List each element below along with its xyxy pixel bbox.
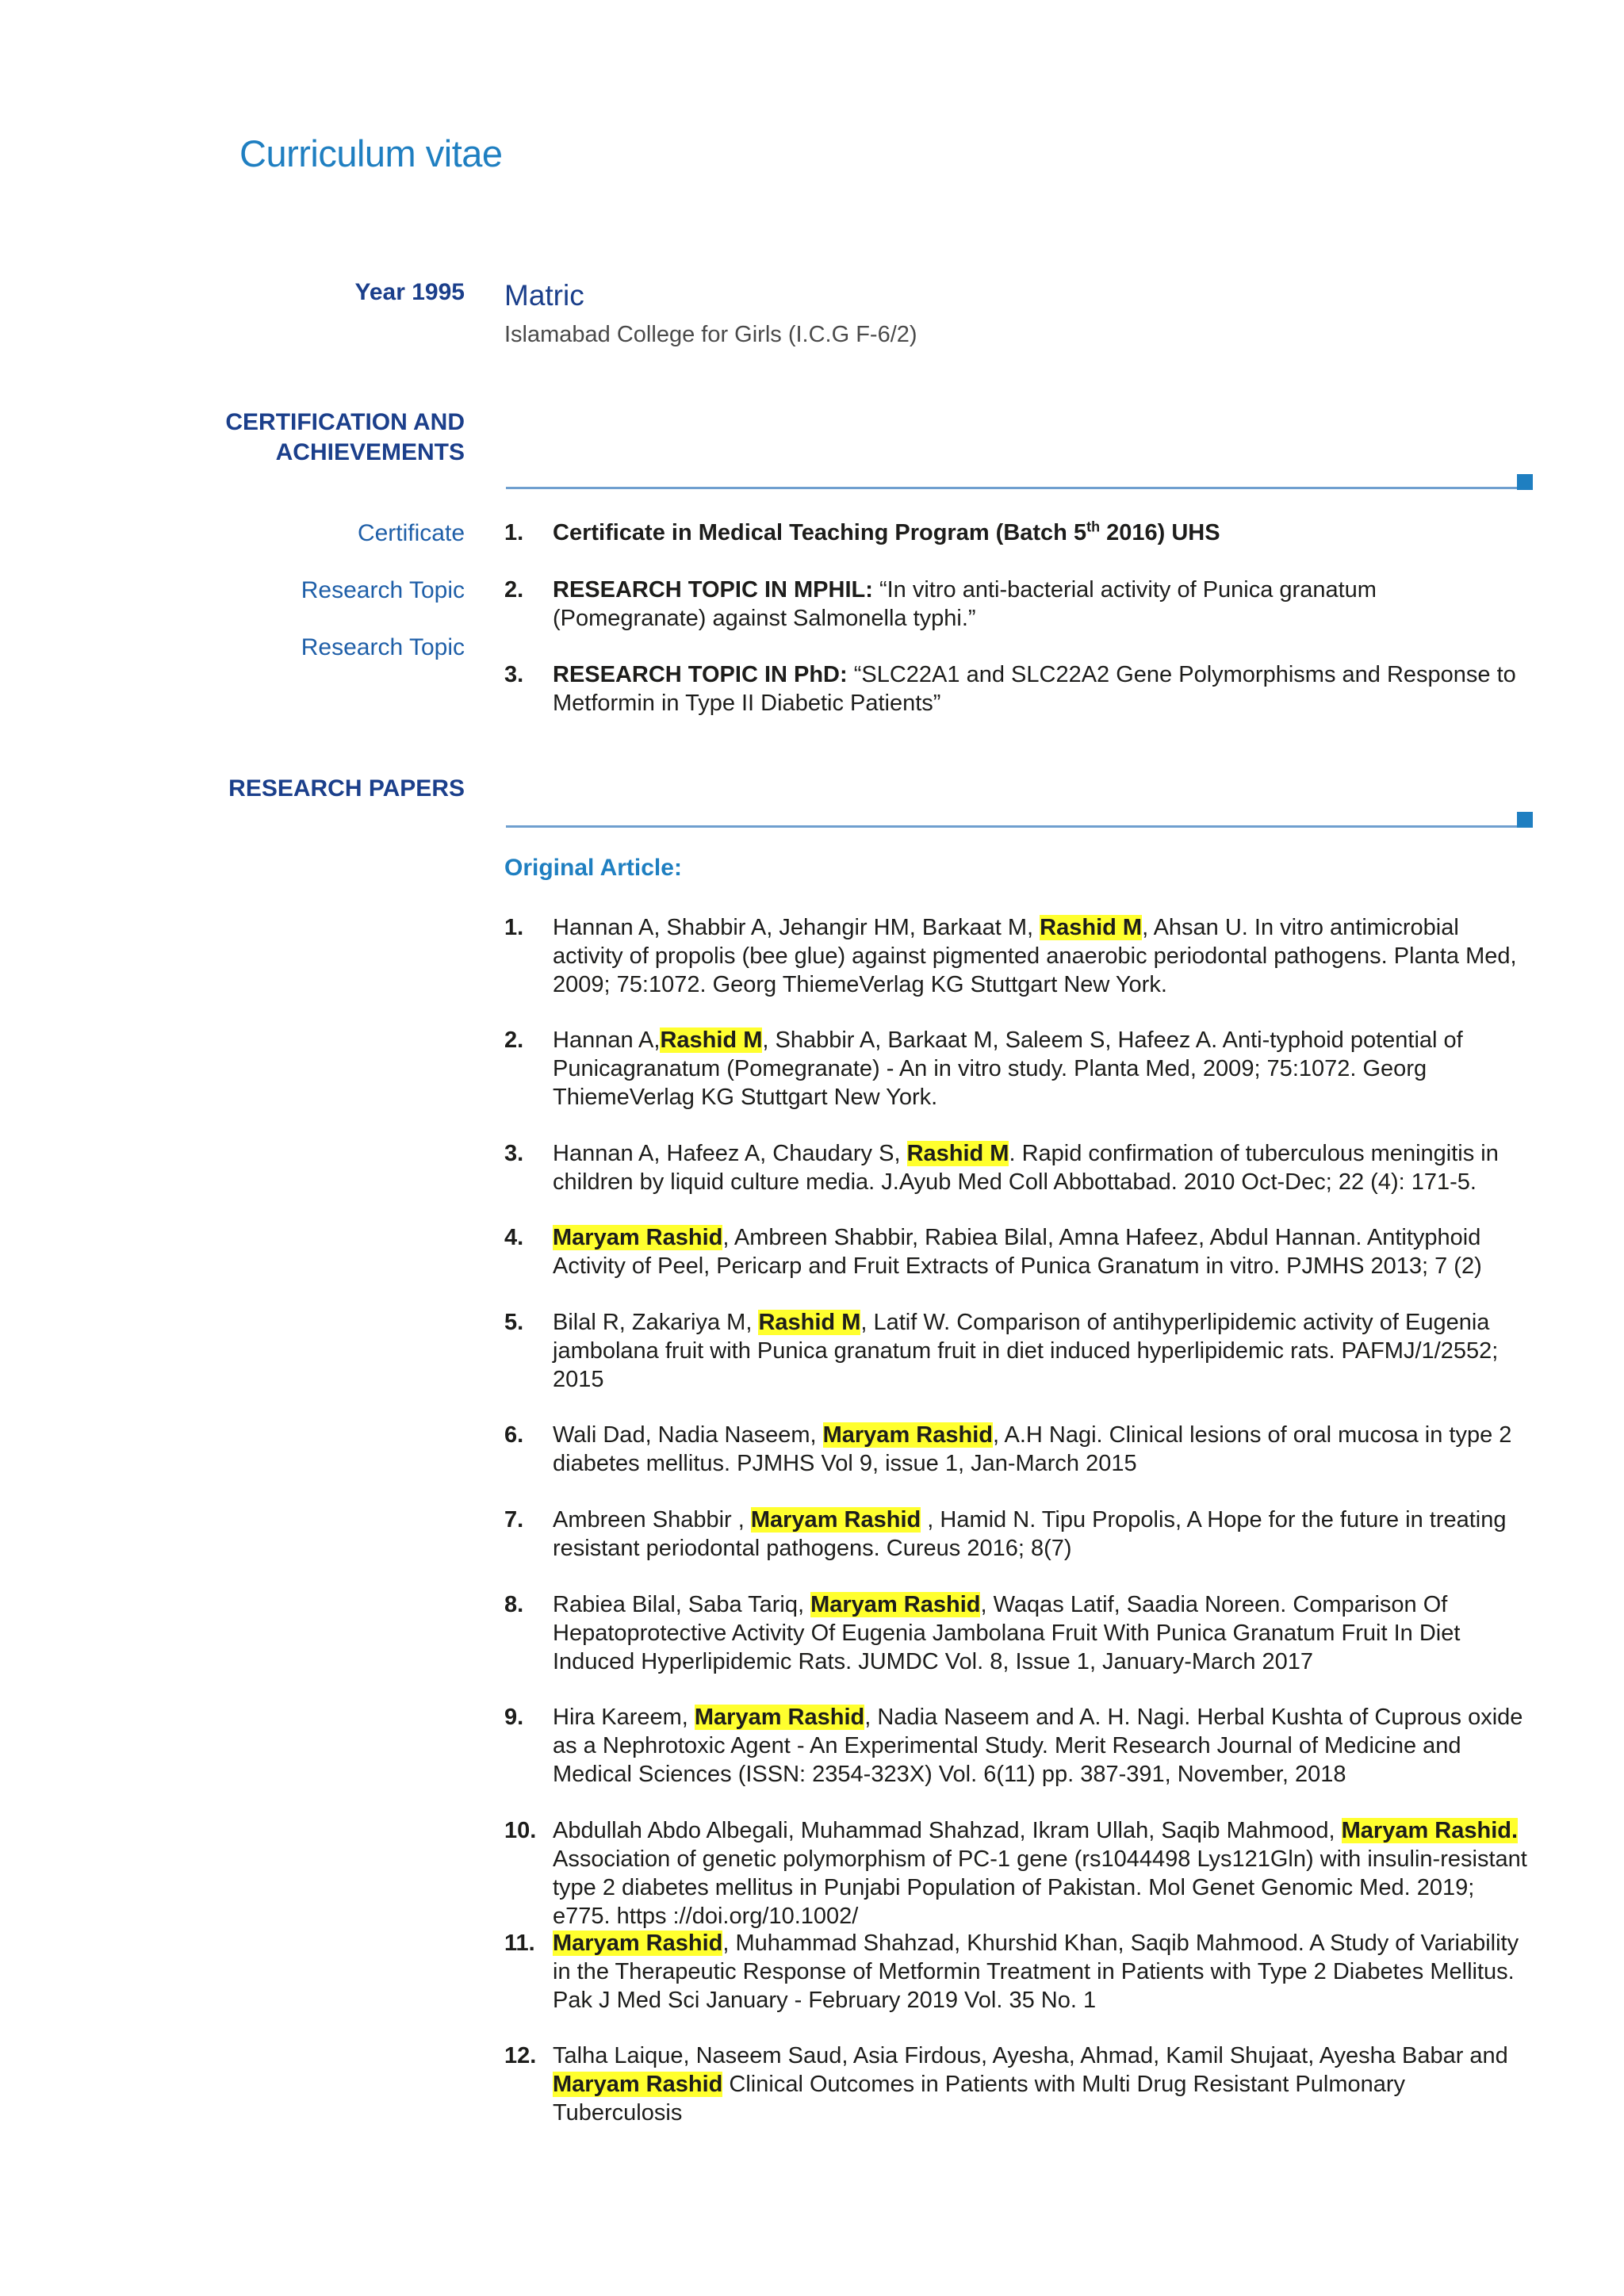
highlighted-author: Maryam Rashid xyxy=(553,1931,723,1956)
citation-rest: . Rapid confirmation of tuberculous meningitis in children by liquid culture media. J.Ayub Med Coll Abbottabad. 2010 Oct-Dec; 22 (4): 171-5. xyxy=(553,1141,1499,1195)
superscript: th xyxy=(1086,519,1101,535)
highlighted-author: Maryam Rashid. xyxy=(1341,1818,1519,1843)
item-number: 6. xyxy=(504,1422,524,1448)
research-paper-item xyxy=(504,1223,1535,1280)
research-paper-item xyxy=(504,1929,1535,2015)
paper-citation xyxy=(553,1026,1535,1112)
item-text: 2016) UHS xyxy=(1100,520,1220,545)
highlighted-author: Maryam Rashid xyxy=(750,1507,921,1533)
label-certificate: Certificate xyxy=(357,520,465,546)
item-number: 3. xyxy=(504,662,524,687)
research-paper-item xyxy=(504,1703,1535,1789)
item-number: 2. xyxy=(504,1027,524,1053)
item-text: “In vitro anti-bacterial activity of Punica granatum (Pomegranate) against Salmonella typhi.” xyxy=(553,577,1377,631)
paper-citation xyxy=(553,1308,1535,1394)
label-research-topic: Research Topic xyxy=(301,634,465,660)
research-paper-item xyxy=(504,913,1535,999)
citation-rest: , Shabbir A, Barkaat M, Saleem S, Hafeez A. Anti-typhoid potential of Punicagranatum (Pomegranate) - An in vitro study. Planta Med, 2009; 75:1072. Georg ThiemeVerlag KG Stuttgart New York. xyxy=(553,1027,1463,1110)
citation-authors-before: Wali Dad, Nadia Naseem, xyxy=(553,1422,823,1448)
highlighted-author: Maryam Rashid xyxy=(694,1705,865,1730)
certification-heading xyxy=(225,408,465,468)
paper-citation xyxy=(553,1223,1535,1280)
citation-authors-before: Hira Kareem, xyxy=(553,1705,695,1730)
certification-item xyxy=(504,660,1535,718)
item-text: “SLC22A1 and SLC22A2 Gene Polymorphisms and Response to Metformin in Type II Diabetic Patients” xyxy=(553,662,1516,716)
item-number: 3. xyxy=(504,1141,524,1166)
highlighted-author: Maryam Rashid xyxy=(822,1422,993,1448)
citation-authors-before: Talha Laique, Naseem Saud, Asia Firdous, Ayesha, Ahmad, Kamil Shujaat, Ayesha Babar and xyxy=(553,2043,1508,2068)
citation-rest: , Waqas Latif, Saadia Noreen. Comparison Of Hepatoprotective Activity Of Eugenia Jambolana Fruit With Punica Granatum Fruit In Diet Induced Hyperlipidemic Rats. JUMDC Vol. 8, Issue 1, January-March 2017 xyxy=(553,1592,1461,1674)
citation-authors-before: Hannan A, Shabbir A, Jehangir HM, Barkaat M, xyxy=(553,915,1040,940)
label-research-topic: Research Topic xyxy=(301,577,465,603)
section-divider xyxy=(506,825,1518,828)
paper-citation xyxy=(553,1590,1535,1676)
citation-rest: , Hamid N. Tipu Propolis, A Hope for the future in treating resistant periodontal pathogens. Cureus 2016; 8(7) xyxy=(553,1507,1507,1561)
paper-citation xyxy=(553,1421,1535,1478)
citation-rest: , Ahsan U. In vitro antimicrobial activity of propolis (bee glue) against pigmented anaerobic periodontal pathogens. Planta Med, 2009; 75:1072. Georg ThiemeVerlag KG Stuttgart New York. xyxy=(553,915,1517,997)
citation-rest: , Nadia Naseem and A. H. Nagi. Herbal Kushta of Cuprous oxide as a Nephrotoxic Agent - An Experimental Study. Merit Research Journal of Medicine and Medical Sciences (ISSN: 2354-323X) Vol. 6(11) pp. 387-391, November, 2018 xyxy=(553,1705,1523,1787)
certification-heading-line1: CERTIFICATION AND xyxy=(225,409,465,435)
item-lead: RESEARCH TOPIC IN PhD: xyxy=(553,662,848,687)
item-number: 7. xyxy=(504,1507,524,1533)
divider-marker xyxy=(1517,812,1533,828)
research-paper-item xyxy=(504,1506,1535,1563)
item-number: 8. xyxy=(504,1592,524,1617)
item-number: 1. xyxy=(504,915,524,940)
research-heading: RESEARCH PAPERS xyxy=(228,775,465,802)
paper-citation xyxy=(553,1816,1535,1931)
highlighted-author: Rashid M xyxy=(906,1141,1009,1166)
research-paper-item xyxy=(504,1139,1535,1196)
item-number: 2. xyxy=(504,577,524,603)
item-number: 12. xyxy=(504,2043,537,2068)
education-year: Year 1995 xyxy=(354,279,465,305)
highlighted-author: Maryam Rashid xyxy=(553,2072,723,2097)
original-article-subheading: Original Article: xyxy=(504,855,682,881)
citation-authors-before: Bilal R, Zakariya M, xyxy=(553,1310,759,1335)
citation-rest: , A.H Nagi. Clinical lesions of oral mucosa in type 2 diabetes mellitus. PJMHS Vol 9, issue 1, Jan-March 2015 xyxy=(553,1422,1512,1476)
citation-rest: , Muhammad Shahzad, Khurshid Khan, Saqib Mahmood. A Study of Variability in the Therapeutic Response of Metformin Treatment in Patients with Type 2 Diabetes Mellitus. Pak J Med Sci January - February 2019 Vol. 35 No. 1 xyxy=(553,1931,1519,2013)
paper-citation xyxy=(553,1139,1535,1196)
research-paper-item xyxy=(504,2042,1535,2127)
paper-citation xyxy=(553,2042,1535,2127)
section-divider xyxy=(506,487,1518,489)
paper-citation xyxy=(553,913,1535,999)
item-number: 9. xyxy=(504,1705,524,1730)
page-title: Curriculum vitae xyxy=(239,132,503,174)
research-paper-item xyxy=(504,1308,1535,1394)
item-number: 4. xyxy=(504,1225,524,1250)
research-paper-item xyxy=(504,1816,1535,1931)
paper-citation xyxy=(553,1703,1535,1789)
highlighted-author: Maryam Rashid xyxy=(553,1225,723,1250)
certification-heading-line2: ACHIEVEMENTS xyxy=(275,439,465,465)
citation-rest: Association of genetic polymorphism of PC-1 gene (rs1044498 Lys121Gln) with insulin-resistant type 2 diabetes mellitus in Punjabi Population of Pakistan. Mol Genet Genomic Med. 2019; e775. https ://doi.org/10.1002/ xyxy=(553,1846,1527,1929)
research-paper-item xyxy=(504,1421,1535,1478)
citation-rest: , Latif W. Comparison of antihyperlipidemic activity of Eugenia jambolana fruit with Punica granatum fruit in diet induced hyperlipidemic rats. PAFMJ/1/2552; 2015 xyxy=(553,1310,1499,1392)
citation-authors-before: Abdullah Abdo Albegali, Muhammad Shahzad, Ikram Ullah, Saqib Mahmood, xyxy=(553,1818,1342,1843)
paper-citation xyxy=(553,1929,1535,2015)
highlighted-author: Rashid M xyxy=(660,1027,763,1053)
paper-citation xyxy=(553,1506,1535,1563)
item-text: Certificate in Medical Teaching Program (Batch 5 xyxy=(553,520,1087,545)
citation-authors-before: Hannan A, Hafeez A, Chaudary S, xyxy=(553,1141,907,1166)
item-number: 11. xyxy=(504,1931,535,1956)
education-degree: Matric xyxy=(504,279,584,312)
citation-authors-before: Rabiea Bilal, Saba Tariq, xyxy=(553,1592,811,1617)
citation-authors-before: Ambreen Shabbir , xyxy=(553,1507,751,1533)
citation-rest: , Ambreen Shabbir, Rabiea Bilal, Amna Hafeez, Abdul Hannan. Antityphoid Activity of Peel, Pericarp and Fruit Extracts of Punica Granatum in vitro. PJMHS 2013; 7 (2) xyxy=(553,1225,1482,1279)
highlighted-author: Rashid M xyxy=(758,1310,861,1335)
highlighted-author: Rashid M xyxy=(1040,915,1143,940)
item-number: 5. xyxy=(504,1310,524,1335)
certification-item xyxy=(504,576,1535,633)
item-lead: RESEARCH TOPIC IN MPHIL: xyxy=(553,577,873,603)
research-paper-item xyxy=(504,1026,1535,1112)
education-institution: Islamabad College for Girls (I.C.G F-6/2) xyxy=(504,322,917,347)
citation-authors-before: Hannan A, xyxy=(553,1027,661,1053)
item-number: 10. xyxy=(504,1818,537,1843)
highlighted-author: Maryam Rashid xyxy=(810,1592,981,1617)
research-paper-item xyxy=(504,1590,1535,1676)
item-number: 1. xyxy=(504,520,524,545)
divider-marker xyxy=(1517,474,1533,490)
citation-rest: Clinical Outcomes in Patients with Multi Drug Resistant Pulmonary Tuberculosis xyxy=(553,2072,1406,2126)
certification-item xyxy=(504,519,1535,547)
